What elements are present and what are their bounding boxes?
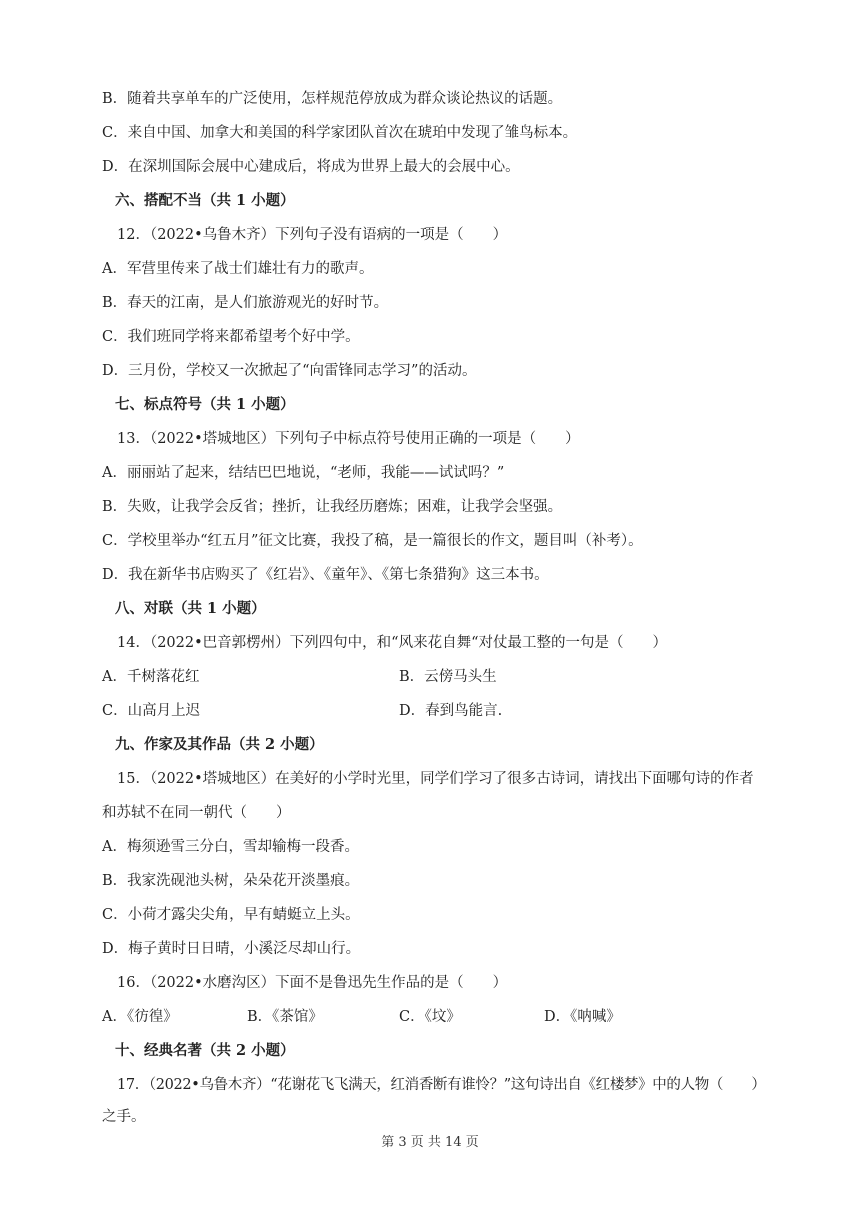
q15-option-c: C．小荷才露尖尖角，早有蜻蜓立上头。 [102,907,360,923]
q15-option-d: D．梅子黄时日日晴，小溪泛尽却山行。 [102,941,361,957]
section-heading-10: 十、经典名著（共 2 小题） [115,1042,295,1059]
q11-option-c: C．来自中国、加拿大和美国的科学家团队首次在琥珀中发现了雏鸟标本。 [102,125,578,141]
q15-stem-line1: 15．（2022•塔城地区）在美好的小学时光里，同学们学习了很多古诗词，请找出下面哪句诗的作者 [117,771,754,787]
q13-stem: 13．（2022•塔城地区）下列句子中标点符号使用正确的一项是（ ） [117,431,580,447]
q16-option-b: B．《茶馆》 [247,1009,323,1025]
q14-option-c: C．山高月上迟 [102,703,201,719]
q12-option-d: D．三月份，学校又一次掀起了“向雷锋同志学习”的活动。 [102,363,477,379]
q12-option-c: C．我们班同学将来都希望考个好中学。 [102,329,360,345]
q16-option-a: A．《彷徨》 [102,1009,178,1025]
q11-option-d: D．在深圳国际会展中心建成后，将成为世界上最大的会展中心。 [102,159,520,175]
q15-option-a: A．梅须逊雪三分白，雪却输梅一段香。 [102,839,359,855]
q12-stem: 12．（2022•乌鲁木齐）下列句子没有语病的一项是（ ） [117,227,508,243]
section-heading-6: 六、搭配不当（共 1 小题） [115,192,295,209]
q16-option-c: C．《坟》 [399,1009,461,1025]
q17-stem-line2: 之手。 [102,1109,146,1125]
q15-stem-line2: 和苏轼不在同一朝代（ ） [102,805,291,821]
q14-option-d: D．春到鸟能言. [399,703,503,719]
section-heading-9: 九、作家及其作品（共 2 小题） [115,736,324,753]
q13-option-c: C．学校里举办“红五月”征文比赛，我投了稿，是一篇很长的作文，题目叫（补考）。 [102,533,643,549]
q15-option-b: B．我家洗砚池头树，朵朵花开淡墨痕。 [102,873,360,889]
q12-option-b: B．春天的江南，是人们旅游观光的好时节。 [102,295,389,311]
q16-stem: 16．（2022•水磨沟区）下面不是鲁迅先生作品的是（ ） [117,975,508,991]
q13-option-a: A．丽丽站了起来，结结巴巴地说，“老师，我能——试试吗？” [102,465,505,481]
q12-option-a: A．军营里传来了战士们雄壮有力的歌声。 [102,261,374,277]
q14-stem: 14．（2022•巴音郭楞州）下列四句中，和“风来花自舞“对仗最工整的一句是（ ） [117,635,667,651]
q13-option-d: D．我在新华书店购买了《红岩》、《童年》、《第七条猎狗》这三本书。 [102,567,549,583]
q13-option-b: B．失败，让我学会反省；挫折，让我经历磨炼；困难，让我学会坚强。 [102,499,563,515]
q16-option-d: D．《呐喊》 [544,1009,621,1025]
q17-stem-line1: 17．（2022•乌鲁木齐）“花谢花飞飞满天，红消香断有谁怜？”这句诗出自《红楼梦》中的人物（ ） [117,1077,766,1093]
section-heading-8: 八、对联（共 1 小题） [115,600,266,617]
page-footer: 第 3 页 共 14 页 [381,1135,479,1150]
q14-option-a: A．千树落花红 [102,669,200,685]
q14-option-b: B．云傍马头生 [399,669,497,685]
section-heading-7: 七、标点符号（共 1 小题） [115,396,295,413]
q11-option-b: B．随着共享单车的广泛使用，怎样规范停放成为群众谈论热议的话题。 [102,91,563,107]
